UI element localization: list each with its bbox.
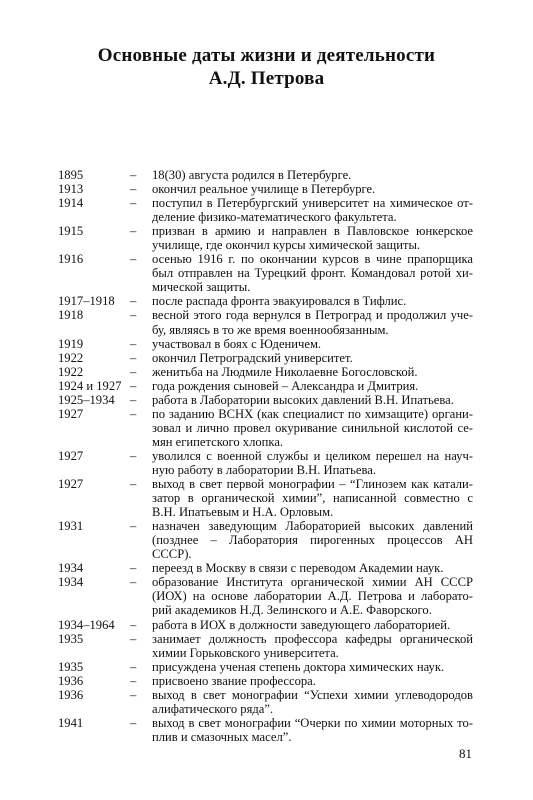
page-number: 81	[459, 746, 472, 761]
entry-text-line: выход в свет первой монографии – “Глинозем как катали-	[152, 477, 473, 492]
entry-text-line: мической защиты.	[152, 280, 251, 295]
entry-text	[152, 182, 473, 196]
entry-text-line: после распада фронта эвакуировался в Тифлис.	[152, 294, 407, 309]
entry-text	[152, 477, 473, 519]
entry-date: 1931	[58, 519, 84, 534]
entry-dash: –	[130, 673, 137, 688]
entry-text-line: призван в армию и направлен в Павловское юнкерское	[152, 224, 473, 239]
entry-text-line: весной этого года вернулся в Петроград и продолжил уче-	[152, 308, 473, 323]
entry-text-line: затор в органической химии”, написанной совместно с	[152, 491, 473, 506]
chronology-entry	[58, 618, 473, 632]
entry-dash: –	[130, 687, 137, 702]
chronology-entry	[58, 379, 473, 393]
entry-text-line: ную работу в лаборатории В.Н. Ипатьева.	[152, 462, 376, 477]
entry-text-line: училище, где окончил курсы химической защиты.	[152, 238, 421, 253]
entry-text-line: химии Горьковского университета.	[152, 645, 339, 660]
entry-text	[152, 294, 473, 308]
entry-date: 1914	[58, 196, 84, 211]
entry-text-line: окончил Петроградский университет.	[152, 350, 353, 365]
entry-text	[152, 393, 473, 407]
entry-text	[152, 224, 473, 252]
entry-text-line: мян египетского хлопка.	[152, 434, 284, 449]
entry-dash: –	[130, 715, 137, 730]
entry-dash: –	[130, 350, 137, 365]
entry-text-line: алифатического ряда”.	[152, 701, 274, 716]
chronology-entry	[58, 337, 473, 351]
entry-date: 1895	[58, 168, 84, 182]
chronology-entry	[58, 168, 473, 182]
entry-dash: –	[130, 364, 137, 379]
entry-text-line: (ИОХ) на основе лаборатории А.Д. Петрова и лаборато-	[152, 589, 473, 604]
entry-date: 1927	[58, 477, 84, 492]
entry-text-line: участвовал в боях с Юденичем.	[152, 336, 322, 351]
page-title-line-1: Основные даты жизни и деятельности	[97, 45, 436, 66]
entry-date: 1935	[58, 659, 84, 674]
entry-dash: –	[130, 477, 137, 492]
entry-text-line: плив и смазочных масел”.	[152, 729, 292, 744]
entry-date: 1924 и 1927	[58, 378, 122, 393]
entry-text	[152, 196, 473, 224]
entry-dash: –	[130, 336, 137, 351]
entry-text	[152, 716, 473, 744]
entry-date: 1941	[58, 715, 84, 730]
entry-dash: –	[130, 575, 137, 590]
entry-text	[152, 618, 473, 632]
entry-date: 1934	[58, 575, 84, 590]
entry-dash: –	[130, 168, 137, 182]
chronology-entry	[58, 182, 473, 196]
chronology-entry	[58, 393, 473, 407]
entry-text	[152, 449, 473, 477]
entry-text	[152, 660, 473, 674]
entry-date: 1916	[58, 252, 84, 267]
entry-text-line: переезд в Москву в связи с переводом Академии наук.	[152, 561, 444, 576]
chronology-entry	[58, 660, 473, 674]
chronology-entry	[58, 477, 473, 519]
entry-text	[152, 351, 473, 365]
chronology-entry	[58, 365, 473, 379]
entry-text-line: СССР).	[152, 547, 192, 562]
entry-text-line: уволился с военной службы и целиком перешел на науч-	[152, 448, 473, 463]
entry-dash: –	[130, 182, 137, 197]
entry-text-line: поступил в Петербургский университет на химическое от-	[152, 196, 473, 211]
entry-dash: –	[130, 631, 137, 646]
entry-text	[152, 575, 473, 617]
entry-text-line: присуждена ученая степень доктора химических наук.	[152, 659, 445, 674]
entry-dash: –	[130, 519, 137, 534]
entry-text-line: выход в свет монографии “Успехи химии углеводородов	[152, 687, 473, 702]
entry-text-line: работа в Лаборатории высоких давлений В.Н. Ипатьева.	[152, 392, 454, 407]
entry-text	[152, 407, 473, 449]
entry-dash: –	[130, 308, 137, 323]
chronology-entry	[58, 351, 473, 365]
entry-text-line: осенью 1916 г. по окончании курсов в чине прапорщика	[152, 252, 473, 267]
entry-text-line: был отправлен на Турецкий фронт. Командовал ротой хи-	[152, 266, 473, 281]
entry-text	[152, 252, 473, 294]
entry-dash: –	[130, 448, 137, 463]
entry-date: 1918	[58, 308, 84, 323]
entry-dash: –	[130, 252, 137, 267]
entry-dash: –	[130, 617, 137, 632]
entry-text	[152, 379, 473, 393]
chronology-entry	[58, 716, 473, 744]
entry-text-line: бу, являясь в то же время военнообязанным.	[152, 322, 389, 337]
entry-text-line: работа в ИОХ в должности заведующего лабораторией.	[152, 617, 451, 632]
chronology-entry	[58, 224, 473, 252]
entry-date: 1934	[58, 561, 84, 576]
entry-text	[152, 337, 473, 351]
entry-dash: –	[130, 378, 137, 393]
entry-date: 1919	[58, 336, 84, 351]
page-title-line-2: А.Д. Петрова	[208, 68, 325, 89]
entry-text-line: зовал и лично провел окуривание синильной кислотой се-	[152, 420, 473, 435]
entry-date: 1925–1934	[58, 392, 115, 407]
entry-text-line: по заданию ВСНХ (как специалист по химзащите) органи-	[152, 406, 473, 421]
entry-text-line: 18(30) августа родился в Петербурге.	[152, 168, 352, 182]
entry-text-line: окончил реальное училище в Петербурге.	[152, 182, 376, 197]
entry-text-line: деление физико-математического факультета.	[152, 210, 397, 225]
chronology-entry	[58, 196, 473, 224]
entry-text	[152, 168, 473, 182]
chronology-entry	[58, 674, 473, 688]
entry-text	[152, 632, 473, 660]
entry-date: 1922	[58, 364, 84, 379]
entry-date: 1913	[58, 182, 84, 197]
entry-dash: –	[130, 294, 137, 309]
chronology-list	[58, 168, 473, 744]
entry-text-line: выход в свет монографии “Очерки по химии моторных то-	[152, 715, 473, 730]
entry-text	[152, 688, 473, 716]
entry-text	[152, 365, 473, 379]
entry-date: 1935	[58, 631, 84, 646]
entry-text-line: года рождения сыновей – Александра и Дмитрия.	[152, 378, 419, 393]
chronology-entry	[58, 519, 473, 561]
entry-text-line: присвоено звание профессора.	[152, 673, 316, 688]
entry-text-line: рий академиков Н.Д. Зелинского и А.Е. Фаворского.	[152, 603, 432, 618]
entry-dash: –	[130, 224, 137, 239]
entry-date: 1934–1964	[58, 617, 115, 632]
entry-text-line: В.Н. Ипатьевым и Н.А. Орловым.	[152, 505, 334, 520]
entry-date: 1915	[58, 224, 84, 239]
chronology-entry	[58, 308, 473, 336]
chronology-entry	[58, 688, 473, 716]
entry-dash: –	[130, 561, 137, 576]
entry-text-line: образование Института органической химии АН СССР	[152, 575, 473, 590]
entry-text-line: назначен заведующим Лабораторией высоких давлений	[152, 519, 473, 534]
entry-text	[152, 674, 473, 688]
entry-text	[152, 561, 473, 575]
entry-dash: –	[130, 406, 137, 421]
chronology-entry	[58, 252, 473, 294]
entry-text-line: женитьба на Людмиле Николаевне Богословской.	[152, 364, 418, 379]
entry-text-line: (позднее – Лаборатория пирогенных процессов АН	[152, 533, 473, 548]
chronology-entry	[58, 561, 473, 575]
entry-text	[152, 308, 473, 336]
entry-dash: –	[130, 659, 137, 674]
entry-text-line: занимает должность профессора кафедры органической	[152, 631, 473, 646]
chronology-entry	[58, 407, 473, 449]
entry-date: 1936	[58, 673, 84, 688]
entry-date: 1927	[58, 448, 84, 463]
chronology-entry	[58, 294, 473, 308]
entry-date: 1936	[58, 687, 84, 702]
entry-text	[152, 519, 473, 561]
entry-dash: –	[130, 196, 137, 211]
chronology-entry	[58, 449, 473, 477]
entry-date: 1917–1918	[58, 294, 115, 309]
chronology-entry	[58, 632, 473, 660]
entry-date: 1927	[58, 406, 84, 421]
entry-dash: –	[130, 392, 137, 407]
chronology-entry	[58, 575, 473, 617]
entry-date: 1922	[58, 350, 84, 365]
